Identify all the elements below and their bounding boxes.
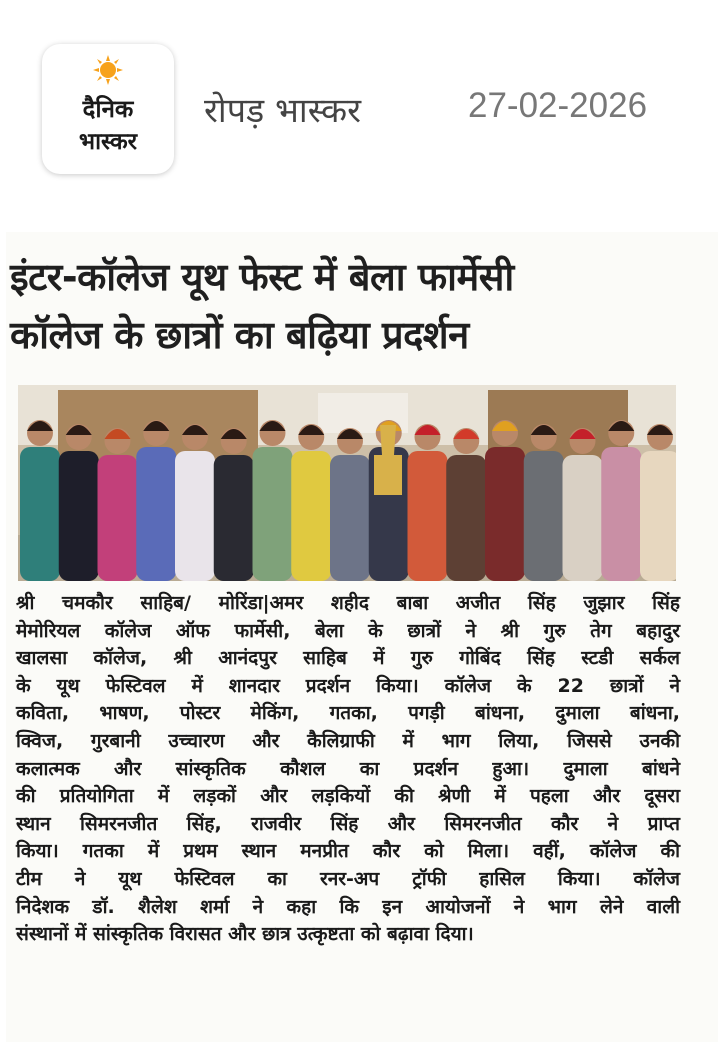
person-figure: [59, 451, 99, 581]
sun-icon: [92, 54, 124, 86]
person-figure: [20, 447, 60, 581]
body-line: कलात्मक और सांस्कृतिक कौशल का प्रदर्शन हुआ। दुमाला बांधने: [16, 757, 680, 780]
person-figure: [175, 451, 215, 581]
headline-line-2: कॉलेज के छात्रों का बढ़िया प्रदर्शन: [10, 313, 469, 357]
person-figure: [214, 455, 254, 581]
article-body: [16, 590, 680, 949]
body-line: क्विज, गुरबानी उच्चारण और कैलिग्राफी में भाग लिया, जिससे उनकी: [16, 729, 680, 752]
person-figure: [136, 447, 176, 581]
logo-text-dainik: दैनिक: [82, 95, 134, 123]
person-figure: [446, 455, 486, 581]
person-figure: [601, 447, 641, 581]
body-line: की प्रतियोगिता में लड़कों और लड़कियों की श्रेणी में पहला और दूसरा: [16, 785, 680, 808]
person-figure: [408, 451, 448, 581]
group-photo-icon: [18, 385, 676, 581]
person-figure: [253, 447, 293, 581]
body-line: खालसा कॉलेज, श्री आनंदपुर साहिब में गुरु गोबिंद सिंह स्टडी सर्कल: [16, 647, 680, 670]
group-photo: [18, 385, 676, 581]
person-figure: [524, 451, 564, 581]
body-line: टीम ने यूथ फेस्टिवल का रनर-अप ट्रॉफी हासिल किया। कॉलेज: [16, 867, 680, 890]
person-figure: [485, 447, 525, 581]
logo-text-bhaskar: भास्कर: [78, 129, 138, 155]
article-headline: [10, 248, 710, 364]
edition-date: 27-02-2026: [468, 86, 648, 125]
edition-name: रोपड़ भास्कर: [204, 91, 361, 131]
headline-line-1: इंटर-कॉलेज यूथ फेस्ट में बेला फार्मेसी: [10, 255, 514, 299]
body-line: किया। गतका में प्रथम स्थान मनप्रीत कौर को मिला। वहीं, कॉलेज की: [16, 840, 680, 863]
body-line: संस्थानों में सांस्कृतिक विरासत और छात्र उत्कृष्टता को बढ़ावा दिया।: [16, 923, 474, 946]
person-figure: [563, 455, 603, 581]
body-line: श्री चमकौर साहिब/ मोरिंडा|अमर शहीद बाबा अजीत सिंह जुझार सिंह: [16, 592, 680, 614]
newspaper-logo: [42, 44, 174, 174]
body-line: कविता, भाषण, पोस्टर मेकिंग, गतका, पगड़ी बांधना, दुमाला बांधना,: [16, 702, 680, 725]
body-line: स्थान सिमरनजीत सिंह, राजवीर सिंह और सिमरनजीत कौर ने प्राप्त: [16, 812, 680, 835]
body-line: मेमोरियल कॉलेज ऑफ फार्मेसी, बेला के छात्रों ने श्री गुरु तेग बहादुर: [16, 619, 680, 642]
person-figure: [330, 455, 370, 581]
body-line: के यूथ फेस्टिवल में शानदार प्रदर्शन किया। कॉलेज के 22 छात्रों ने: [16, 674, 680, 697]
person-figure: [640, 451, 676, 581]
person-figure: [98, 455, 138, 581]
body-line: निदेशक डॉ. शैलेश शर्मा ने कहा कि इन आयोजनों ने भाग लेने वाली: [16, 895, 680, 918]
person-figure: [291, 451, 331, 581]
